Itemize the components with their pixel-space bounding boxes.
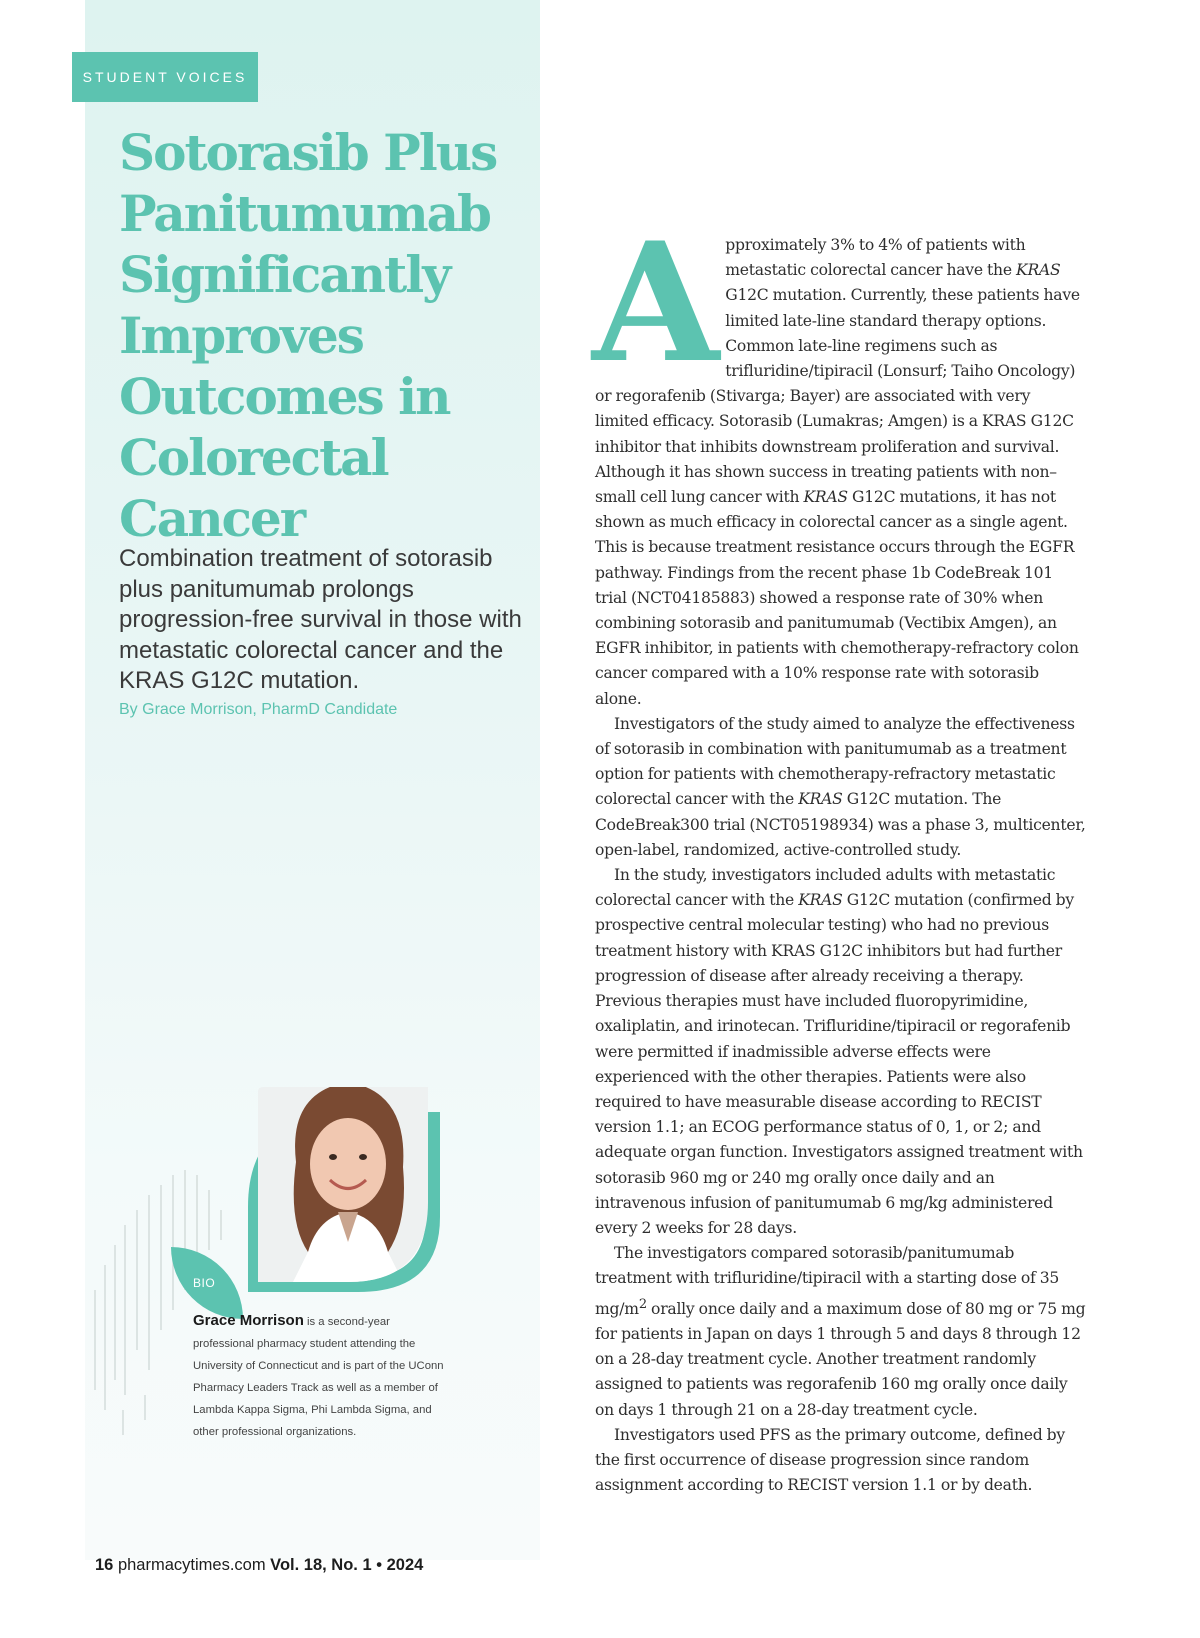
gene-name: KRAS — [803, 488, 848, 507]
author-name: Grace Morrison — [193, 1312, 304, 1329]
bio-label: BIO — [193, 1276, 216, 1290]
body-text: G12C mutation. The CodeBreak300 trial (NCT05198934) was a phase 3, multicenter, open-label, randomized, active-controlled study. — [595, 790, 1086, 859]
author-bio-text: is a second-year professional pharmacy student attending the University of Connecticut and is part of the UConn Pharmacy Leaders Track as well as a member of Lambda Kappa Sigma, Phi Lambda Sigma, and other professional organizations. — [193, 1316, 444, 1438]
body-paragraph: Investigators used PFS as the primary outcome, defined by the first occurrence of disease progression since random assignment according to RECIST version 1.1 or by death. — [595, 1425, 1065, 1495]
footer-site: pharmacytimes.com — [117, 1556, 266, 1574]
author-bio — [193, 1310, 448, 1443]
body-text: G12C mutation. Currently, these patients have limited late-line standard therapy options. Common late-line regimens such as trifluridine/tipiracil (Lonsurf; Taiho Oncology) or regorafenib (Stivarga; Bayer) are associated with very limited efficacy. Sotorasib (Lumakras; Amgen) is a KRAS G12C inhibitor that inhibits downstream proliferation and survival. Although it has shown success in treating patients with non–small cell lung cancer with — [595, 286, 1080, 507]
article-subheadline: Combination treatment of sotorasib plus panitumumab prolongs progression-free survival in those with metastatic colorectal cancer and the KRAS G12C mutation. — [119, 545, 522, 694]
body-paragraph — [592, 206, 1087, 712]
gene-name: KRAS — [798, 790, 843, 809]
body-text: In the study, investigators included adults with metastatic colorectal cancer with the — [595, 866, 1056, 910]
body-paragraph — [595, 712, 1087, 863]
body-paragraph — [595, 1241, 1087, 1423]
article-body — [592, 206, 1087, 1498]
body-text: pproximately 3% to 4% of patients with metastatic colorectal cancer have the — [725, 236, 1026, 280]
body-text: The investigators compared sotorasib/panitumumab treatment with trifluridine/tipiracil with a starting dose of 35 mg/m — [595, 1244, 1060, 1318]
article-headline: Sotorasib Plus Panitumumab Significantly Improves Outcomes in Colorectal Cancer — [119, 123, 497, 548]
page-footer — [95, 1556, 423, 1575]
gene-name: KRAS — [1016, 261, 1061, 280]
superscript: 2 — [638, 1296, 647, 1312]
body-text: G12C mutations, it has not shown as much efficacy in colorectal cancer as a single agent. This is because treatment resistance occurs through the EGFR pathway. Findings from the recent phase 1b CodeBreak 101 trial (NCT04185883) showed a response rate of 30% when combining sotorasib and panitumumab (Vectibix Amgen), an EGFR inhibitor, in patients with chemotherapy-refractory colon cancer compared with a 10% response rate with sotorasib alone. — [595, 488, 1079, 708]
author-photo — [248, 1052, 444, 1292]
body-text: Investigators of the study aimed to analyze the effectiveness of sotorasib in combination with panitumumab as a treatment option for patients with chemotherapy-refractory metastatic colorectal cancer with the — [595, 714, 1075, 809]
byline: By Grace Morrison, PharmD Candidate — [119, 701, 398, 718]
page-number: 16 — [95, 1556, 114, 1574]
body-text: G12C mutation (confirmed by prospective central molecular testing) who had no previous treatment history with KRAS G12C inhibitors but had further progression of disease after already receiving a therapy. Previous therapies must have included fluoropyrimidine, oxaliplatin, and irinotecan. Trifluridine/tipiracil or regorafenib were permitted if inadmissible adverse effects were experienced with the other therapies. Patients were also required to have measurable disease according to RECIST version 1.1; an ECOG performance status of 0, 1, or 2; and adequate organ function. Investigators assigned treatment with sotorasib 960 mg or 240 mg orally once daily and an intravenous infusion of panitumumab 6 mg/kg administered every 2 weeks for 28 days. — [595, 891, 1083, 1237]
section-label: STUDENT VOICES — [72, 52, 258, 102]
gene-name: KRAS — [798, 891, 843, 910]
body-paragraph — [595, 863, 1087, 1241]
body-text: orally once daily and a maximum dose of 80 mg or 75 mg for patients in Japan on days 1 through 5 and days 8 through 12 on a 28-day treatment cycle. Another treatment randomly assigned to patients was regorafenib 160 mg orally once daily on days 1 through 21 on a 28-day treatment cycle. — [595, 1299, 1086, 1419]
drop-cap: A — [592, 206, 720, 399]
footer-issue: Vol. 18, No. 1 • 2024 — [270, 1556, 424, 1574]
